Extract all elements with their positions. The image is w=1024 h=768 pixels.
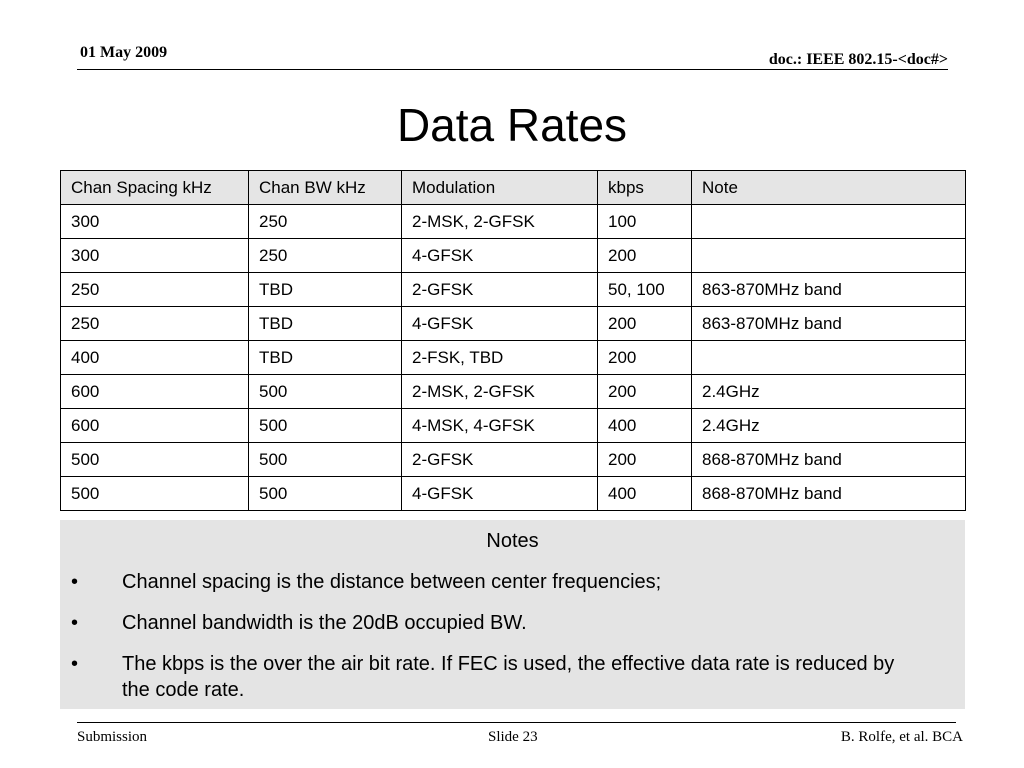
table-cell: 300	[61, 205, 249, 239]
table-cell: 200	[598, 375, 692, 409]
table-cell: 4-MSK, 4-GFSK	[402, 409, 598, 443]
table-cell: 400	[61, 341, 249, 375]
table-cell	[692, 341, 966, 375]
notes-title: Notes	[486, 530, 539, 552]
table-cell: 250	[61, 273, 249, 307]
column-header-modulation: Modulation	[402, 171, 598, 205]
footer-slide-number: Slide 23	[488, 729, 538, 745]
table-cell: 500	[249, 443, 402, 477]
table-cell: 868-870MHz band	[692, 477, 966, 511]
column-header-kbps: kbps	[598, 171, 692, 205]
table-cell: 500	[249, 409, 402, 443]
footer-divider	[77, 722, 956, 723]
table-cell	[692, 205, 966, 239]
table-cell: 4-GFSK	[402, 239, 598, 273]
table-cell: 2-GFSK	[402, 443, 598, 477]
column-header-chan-spacing: Chan Spacing kHz	[61, 171, 249, 205]
note-text: The kbps is the over the air bit rate. If FEC is used, the effective data rate is reduced by the code rate.	[122, 653, 895, 701]
table-cell: 2-MSK, 2-GFSK	[402, 205, 598, 239]
table-cell: 200	[598, 307, 692, 341]
table-cell: 868-870MHz band	[692, 443, 966, 477]
slide-title: Data Rates	[396, 99, 628, 151]
table-row	[61, 239, 966, 273]
table-cell: 400	[598, 409, 692, 443]
table-cell: TBD	[249, 341, 402, 375]
table-cell: 500	[61, 443, 249, 477]
table-cell: 500	[249, 477, 402, 511]
footer-author: B. Rolfe, et al. BCA	[840, 729, 963, 745]
table-row	[61, 341, 966, 375]
table-cell: 2.4GHz	[692, 375, 966, 409]
table-row	[61, 409, 966, 443]
table-row	[61, 273, 966, 307]
column-header-chan-bw: Chan BW kHz	[249, 171, 402, 205]
table-cell: 600	[61, 409, 249, 443]
table-cell: 863-870MHz band	[692, 307, 966, 341]
table-cell	[692, 239, 966, 273]
table-cell: TBD	[249, 273, 402, 307]
table-cell: 200	[598, 341, 692, 375]
table-cell: 250	[61, 307, 249, 341]
table-cell: 4-GFSK	[402, 477, 598, 511]
table-cell: 2-GFSK	[402, 273, 598, 307]
table-cell: 300	[61, 239, 249, 273]
header-date: 01 May 2009	[80, 44, 168, 61]
table-cell: 200	[598, 443, 692, 477]
table-cell: 2-FSK, TBD	[402, 341, 598, 375]
table-cell: 50, 100	[598, 273, 692, 307]
table-cell: 100	[598, 205, 692, 239]
table-row	[61, 307, 966, 341]
table-cell: 200	[598, 239, 692, 273]
table-header-row	[61, 171, 966, 205]
table-cell: 2-MSK, 2-GFSK	[402, 375, 598, 409]
note-text: Channel bandwidth is the 20dB occupied BW.	[122, 612, 527, 634]
table-cell: 863-870MHz band	[692, 273, 966, 307]
table-cell: 4-GFSK	[402, 307, 598, 341]
table-cell: TBD	[249, 307, 402, 341]
footer-submission: Submission	[77, 729, 148, 745]
bullet-icon: •	[71, 612, 79, 634]
table-cell: 500	[249, 375, 402, 409]
header-doc-id: doc.: IEEE 802.15-<doc#>	[768, 51, 948, 68]
table-cell: 2.4GHz	[692, 409, 966, 443]
table-row	[61, 205, 966, 239]
table-row	[61, 477, 966, 511]
column-header-note: Note	[692, 171, 966, 205]
table-cell: 500	[61, 477, 249, 511]
table-cell: 250	[249, 239, 402, 273]
table-cell: 600	[61, 375, 249, 409]
table-cell: 250	[249, 205, 402, 239]
bullet-icon: •	[71, 571, 79, 593]
table-row	[61, 375, 966, 409]
note-text: Channel spacing is the distance between center frequencies;	[122, 571, 662, 593]
table-cell: 400	[598, 477, 692, 511]
data-rates-table	[60, 170, 966, 511]
table-row	[61, 443, 966, 477]
header-divider	[77, 69, 948, 70]
bullet-icon: •	[71, 653, 79, 675]
